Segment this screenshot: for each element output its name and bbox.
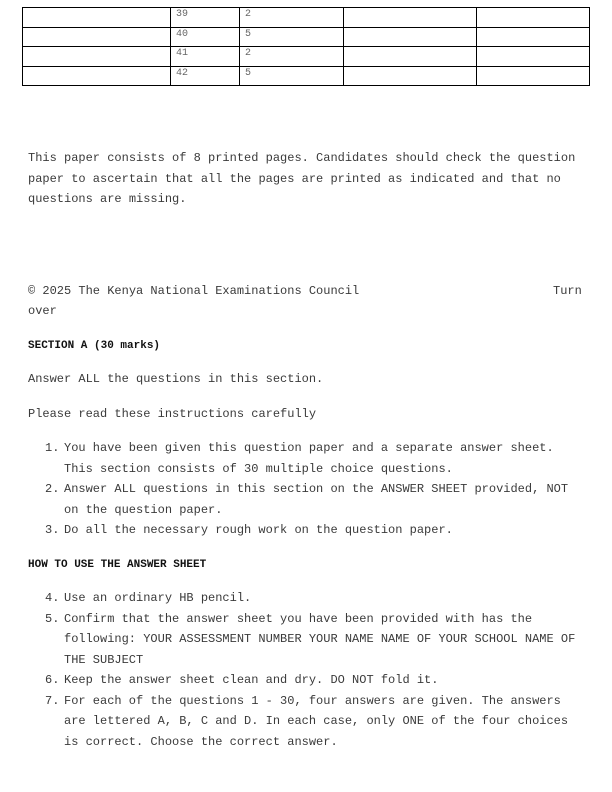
- read-instructions-note: Please read these instructions carefully: [28, 407, 317, 421]
- instruction-number: 5.: [45, 611, 60, 626]
- marks-table: [22, 7, 590, 86]
- instruction-text: Use an ordinary HB pencil.: [64, 591, 252, 605]
- table-row: [23, 66, 590, 86]
- instruction-text: Answer ALL questions in this section on the ANSWER SHEET provided, NOT on the question paper.: [64, 482, 569, 517]
- instruction-number: 3.: [45, 523, 60, 537]
- instruction-number: 2.: [45, 482, 60, 496]
- turn-text: Turn: [553, 284, 582, 298]
- table-cell: [23, 27, 171, 47]
- max-score-cell: 2: [240, 47, 344, 67]
- section-a-instructions-list: [28, 438, 588, 541]
- instruction-number: 4.: [45, 591, 60, 605]
- instruction-text: You have been given this question paper and a separate answer sheet. This section consists of 30 multiple choice questions.: [64, 441, 554, 476]
- instruction-text: Confirm that the answer sheet you have been provided with has the following: YOUR ASSESSMENT NUMBER YOUR NAME NAME OF YOUR SCHOOL NAME OF THE SUBJECT: [64, 611, 576, 667]
- instruction-number: 6.: [45, 673, 60, 687]
- table-cell: [344, 66, 477, 86]
- instruction-item: [28, 438, 588, 479]
- table-cell: [344, 27, 477, 47]
- table-cell: [477, 66, 590, 86]
- table-cell: [477, 47, 590, 67]
- max-score-cell: 5: [240, 27, 344, 47]
- table-cell: [344, 47, 477, 67]
- instruction-text: Do all the necessary rough work on the question paper.: [64, 523, 453, 537]
- page-footer: [28, 281, 588, 318]
- table-cell: [344, 8, 477, 28]
- table-cell: [23, 8, 171, 28]
- instruction-item: [28, 479, 588, 520]
- page-count-notice: This paper consists of 8 printed pages. Candidates should check the question paper to ascertain that all the pages are printed as indicated and that no questions are missing.: [28, 151, 576, 206]
- instruction-item: [28, 588, 588, 609]
- table-row: [23, 27, 590, 47]
- question-number-cell: 42: [171, 66, 240, 86]
- instruction-item: [28, 691, 588, 753]
- copyright-text: © 2025 The Kenya National Examinations Council: [28, 284, 360, 298]
- max-score-cell: 5: [240, 66, 344, 86]
- question-number-cell: 40: [171, 27, 240, 47]
- instruction-text: For each of the questions 1 - 30, four answers are given. The answers are lettered A, B, C and D. In each case, only ONE of the four choices is correct. Choose the correct answer.: [64, 693, 569, 749]
- section-a-heading: SECTION A (30 marks): [28, 340, 161, 352]
- table-row: [23, 47, 590, 67]
- table-cell: [477, 8, 590, 28]
- table-row: [23, 8, 590, 28]
- instruction-number: 7.: [45, 693, 60, 708]
- over-text: over: [28, 304, 57, 318]
- answer-sheet-heading: HOW TO USE THE ANSWER SHEET: [28, 559, 207, 571]
- instruction-number: 1.: [45, 441, 60, 455]
- answer-sheet-instructions-list: [28, 588, 588, 752]
- max-score-cell: 2: [240, 8, 344, 28]
- instruction-item: [28, 520, 588, 541]
- question-number-cell: 39: [171, 8, 240, 28]
- question-number-cell: 41: [171, 47, 240, 67]
- instruction-item: [28, 670, 588, 691]
- instruction-text: Keep the answer sheet clean and dry. DO NOT fold it.: [64, 673, 439, 687]
- table-cell: [23, 66, 171, 86]
- table-cell: [23, 47, 171, 67]
- section-a-instruction: Answer ALL the questions in this section.: [28, 372, 324, 386]
- instruction-item: [28, 609, 588, 671]
- table-cell: [477, 27, 590, 47]
